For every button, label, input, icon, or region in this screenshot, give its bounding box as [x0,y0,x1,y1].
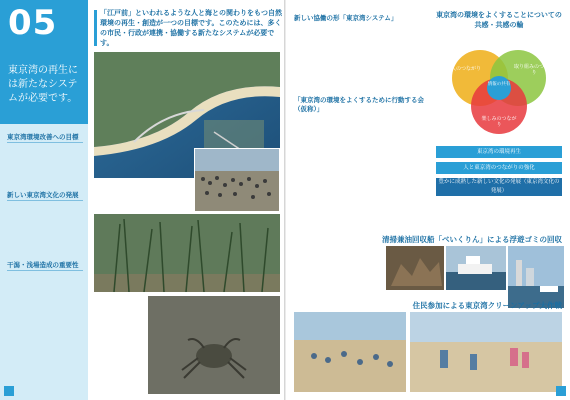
section-body-culture [7,201,83,251]
venn-label-activities: 取り組みのつながり [514,64,555,76]
right-page [286,0,570,400]
venn-label-people: 人のつながり [450,66,481,72]
chapter-title: 東京湾の再生には新たなシステムが必要です。 [8,65,78,104]
section-body-tidalflat [7,271,83,389]
system-heading: 新しい協働の形「東京湾システム」 [294,14,398,22]
section-heading-goal: 東京湾環境改善への目標 [7,132,83,143]
section-heading-culture: 新しい東京湾文化の発展 [7,190,83,201]
system-body [294,34,428,90]
section-body-goal [7,143,83,183]
venn-center [487,76,511,100]
photo-cleanup-children [410,312,562,392]
venn-title: 東京湾の環境をよくすることについての共感・共感の輪 [436,11,562,29]
photo-ship-harbor [446,246,506,290]
lead-paragraph: 「江戸前」といわれるような人と海との関わりをもつ自然環境の再生・創造が一つの目標です。このためには、多くの市民・行政が連携・協働する新たなシステムが必要です。 [100,9,282,47]
council-body [294,118,428,228]
photo-seagrass-underwater [94,214,280,292]
outcome-box-3: 豊かに成熟した新しい文化の発展（東京湾文化の発展） [436,178,562,196]
left-page-number [4,386,14,396]
seagrass-image [94,214,280,292]
photo-debris-pile [386,246,444,290]
right-page-number [556,386,566,396]
chapter-number: 05 [8,3,58,43]
ship-banner: 清掃兼油回収船「べいくりん」による浮遊ゴミの回収 [382,235,562,244]
photo-crab-closeup [148,296,280,394]
chapter-box [0,0,88,124]
photo-cleanup-beach-group [294,312,406,392]
ship-image [446,246,506,290]
lead-accent-bar [94,10,97,46]
outcome-box-1: 東京湾の環境再生 [436,146,562,158]
cleanup-banner: 住民参加による東京湾クリーンアップ大作戦 [412,301,562,310]
city-ship-image [508,246,564,308]
section-heading-tidalflat: 干潟・浅場造成の重要性 [7,260,83,271]
cleanup-group-image [294,312,406,392]
crab-image [148,296,280,394]
venn-label-enjoyment: 楽しみのつながり [481,116,517,128]
outcome-box-2: 人と東京湾のつながりの強化 [436,162,562,174]
venn-center-label: 情報の共有 [487,82,511,87]
photo-crowd-tidalflat [194,148,280,212]
cleanup-children-image [410,312,562,392]
photo-city-ship-view [508,246,564,308]
council-heading: 「東京湾の環境をよくするために行動する会（仮称）」 [294,96,424,113]
debris-image [386,246,444,290]
crowd-tidalflat-image [195,149,279,211]
